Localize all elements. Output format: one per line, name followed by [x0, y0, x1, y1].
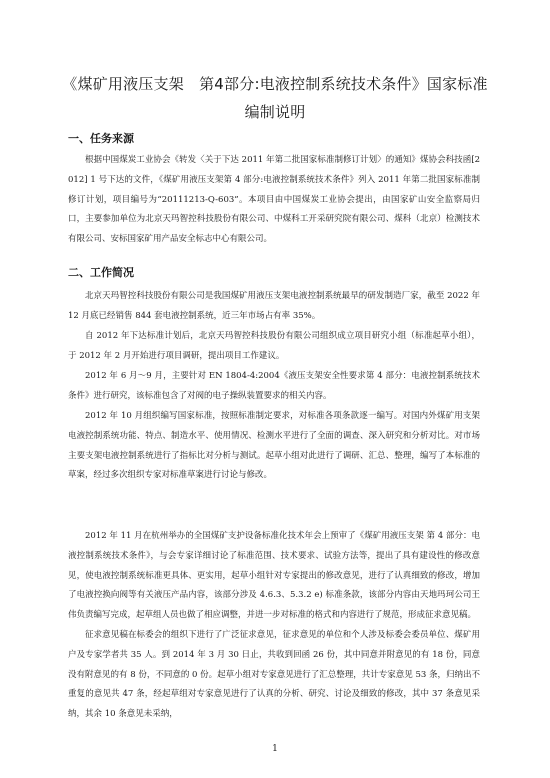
section-heading-task-source: 一、任务来源	[68, 132, 134, 145]
paragraph-project-start: 自 2012 年下达标准计划后，北京天玛智控科技股份有限公司组织成立项目研究小组（标准起草小组），于 2012 年 2 月开始进行项目调研，提出项目工作建议。	[68, 331, 480, 361]
document-subtitle: 编制说明	[244, 103, 306, 121]
paragraph-drafting: 2012 年 10 月组织编写国家标准，按照标准制定要求，对标准各项条款逐一编写。对国内外煤矿用支架电液控制系统功能、特点、制造水平、使用情况、检测水平进行了全面的调查、深入研究和分析对比。对市场主要支架电液控制系统进行了指标比对分析与测试。起草小组对此进行了调研、汇总、整理，编写了本标准的草案，经过多次组织专家对标准草案进行讨论与修改。	[68, 411, 480, 481]
paragraph-preliminary-review: 2012 年 11 月在杭州举办的全国煤矿支护设备标准化技术年会上预审了《煤矿用液压支架 第 4 部分：电液控制系统技术条件》，与会专家详细讨论了标准范围、技术要求、试验方法等，提出了具有建设性的修改意见，使电液控制系统标准更具体、更实用，起草小组针对专家提出的修改意见，进行了认真细致的修改，增加了电液控换向阀等有关液压产品内容，该部分涉及 4.6.3、5.3.2 e) 标准条款，该部分内容由天地玛珂公司王伟负责编写完成，起草组人员也做了相应调整，并进一步对标准的格式和内容进行了规范，形成征求意见稿。	[68, 531, 480, 621]
paragraph-task-source: 根据中国煤炭工业协会《转发〈关于下达 2011 年第二批国家标准制修订计划〉的通知》煤协会科技函[2012] 1 号下达的文件，《煤矿用液压支架第 4 部分:电液控制系统技术条件》列入 2011 年第二批国家标准制修订计划，项目编号为“20111213-Q-603”。本项目由中国煤炭工业协会提出，由国家矿山安全监察局归口，主要参加单位为北京天玛智控科技股份有限公司、中煤科工开采研究院有限公司、煤科（北京）检测技术有限公司、安标国家矿用产品安全标志中心有限公司。	[68, 155, 480, 245]
paragraph-company-intro: 北京天玛智控科技股份有限公司是我国煤矿用液压支架电液控制系统最早的研发制造厂家，截至 2022 年 12 月底已经销售 844 套电液控制系统，近三年市场占有率 35%。	[68, 291, 480, 321]
paragraph-comment-solicitation: 征求意见稿在标委会的组织下进行了广泛征求意见，征求意见的单位和个人涉及标委会委员单位、煤矿用户及专家学者共 35 人。到 2014 年 3 月 30 日止，共收到回函 26 份，其中同意并附意见的有 18 份，同意没有附意见的有 8 份，不同意的 0 份。起草小组对专家意见进行了汇总整理，共计专家意见 53 条，归纳出不重复的意见共 47 条，经起草组对专家意见进行了认真的分析、研究、讨论及细致的修改，其中 37 条意见采纳，其余 10 条意见未采纳，	[68, 630, 480, 720]
document-title: 《煤矿用液压支架 第4部分:电液控制系统技术条件》国家标准	[62, 75, 488, 93]
section-heading-work-overview: 二、工作简况	[68, 266, 134, 279]
page-number: 1	[272, 744, 278, 754]
paragraph-en-study: 2012 年 6 月～9 月，主要针对 EN 1804-4:2004《液压支架安全性要求第 4 部分：电液控制系统技术条件》进行研究，该标准包含了对阀的电子操纵装置要求的相关内容。	[68, 371, 480, 401]
